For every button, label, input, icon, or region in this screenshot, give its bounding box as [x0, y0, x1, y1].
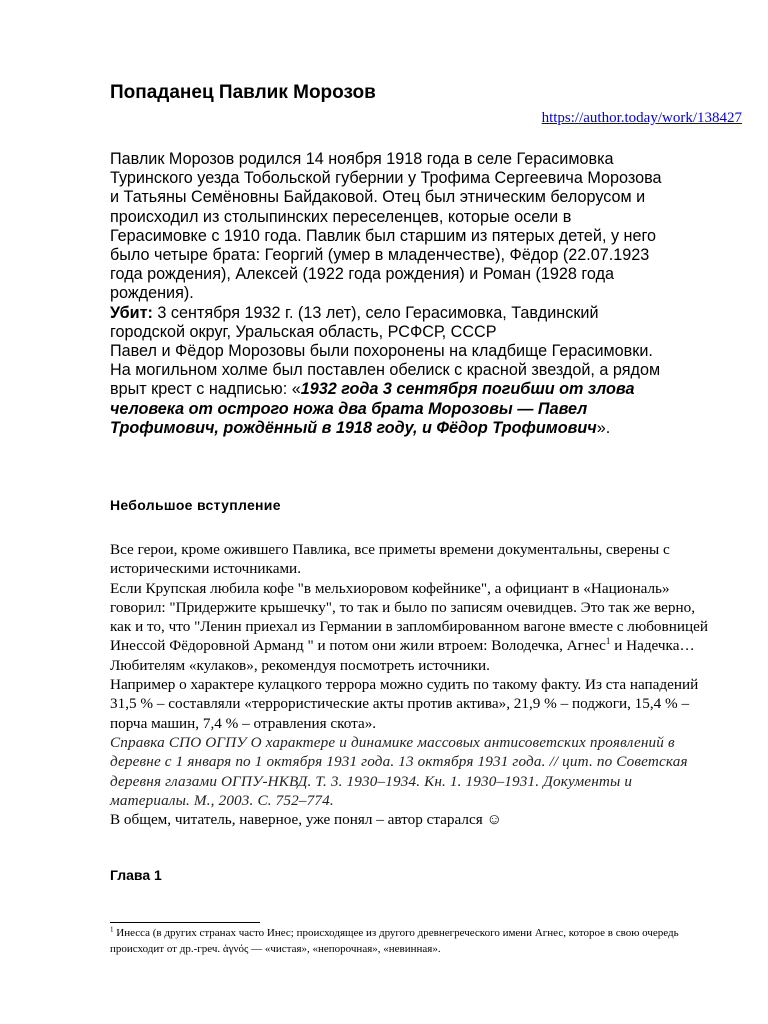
- burial-end: ».: [596, 418, 611, 437]
- bio-paragraph: Павлик Морозов родился 14 ноября 1918 года в селе Герасимовка Туринского уезда Тобольской губернии у Трофима Сергеевича Морозова и Татьяны Семёновны Байдаковой. Отец был этническим белорусом и происходил из столыпинских переселенцев, которые осели в Герасимовке с 1910 года. Павлик был старшим из пятерых детей, у него было четыре брата: Георгий (умер в младенчестве), Фёдор (22.07.1923 года рождения), Алексей (1922 года рождения) и Роман (1928 года рождения).: [110, 150, 662, 303]
- grave-inscription: 1932 года 3 сентября погибши от злова человека от острого ножа два брата Морозовы — Павел Трофимович, рождённый в 1918 году, и Фёдор Трофимович: [110, 380, 635, 437]
- body-paragraph-1: Все герои, кроме ожившего Павлика, все приметы времени документальны, сверены с историческими источниками.: [110, 541, 670, 578]
- source-reference: Справка СПО ОГПУ О характере и динамике массовых антисоветских проявлений в деревне с 1 января по 1 октября 1931 года. 13 октября 1931 года. // цит. по Советская деревня глазами ОГПУ-НКВД. Т. 3. 1930–1934. Кн. 1. 1930–1931. Документы и материалы. М., 2003. С. 752–774.: [110, 733, 688, 809]
- intro-body: [110, 540, 710, 829]
- footnote-reference[interactable]: 1: [605, 636, 611, 647]
- footnote-text: Инесса (в других странах часто Инес; происходящее из другого древнегреческого имени Агнес, которое в свою очередь происходит от др.-греч. ἁγνός — «чистая», «непорочная», «невинная».: [110, 927, 679, 955]
- footnote-mark: 1: [110, 925, 114, 934]
- body-paragraph-4: Например о характере кулацкого террора можно судить по такому факту. Из ста нападений 31,5 % – составляли «террористические акты против актива», 21,9 % – поджоги, 15,4 % – порча машин, 7,4 % – отравления скота».: [110, 676, 699, 732]
- body-paragraph-2: [110, 579, 710, 656]
- burial-paragraph: [110, 342, 670, 438]
- section-heading: Небольшое вступление: [110, 497, 281, 513]
- killed-paragraph: [110, 304, 670, 342]
- body-paragraph-2-text: Если Крупская любила кофе "в мельхиоровом кофейнике", а официант в «Националь» говорил: "Придержите крышечку", то так и было по записям очевидцев. Это так же верно, как и то, что "Ленин приехал из Германии в запломбированном вагоне вместе с любовницей Инессой Фёдоровной Арманд " и потом они жили втроем: Володечка, Агнес: [110, 579, 708, 655]
- killed-label: Убит:: [110, 303, 153, 322]
- intro-block: [110, 150, 670, 438]
- footnote-divider: [110, 922, 260, 923]
- killed-text: 3 сентября 1932 г. (13 лет), село Герасимовка, Тавдинский городской округ, Уральская область, РСФСР, СССР: [110, 303, 599, 341]
- chapter-heading: Глава 1: [110, 867, 162, 883]
- footnote: [110, 926, 735, 957]
- body-paragraph-2-end: и Надечка…: [610, 637, 695, 655]
- source-link[interactable]: https://author.today/work/138427: [541, 110, 742, 126]
- body-paragraph-5: В общем, читатель, наверное, уже понял – автор старался ☺: [110, 811, 502, 829]
- document-title: Попаданец Павлик Морозов: [110, 82, 376, 103]
- burial-text: Павел и Фёдор Морозовы были похоронены на кладбище Герасимовки. На могильном холме был поставлен обелиск с красной звездой, а рядом врыт крест с надписью: «: [110, 342, 661, 399]
- body-paragraph-3: Любителям «кулаков», рекомендуя посмотреть источники.: [110, 656, 490, 674]
